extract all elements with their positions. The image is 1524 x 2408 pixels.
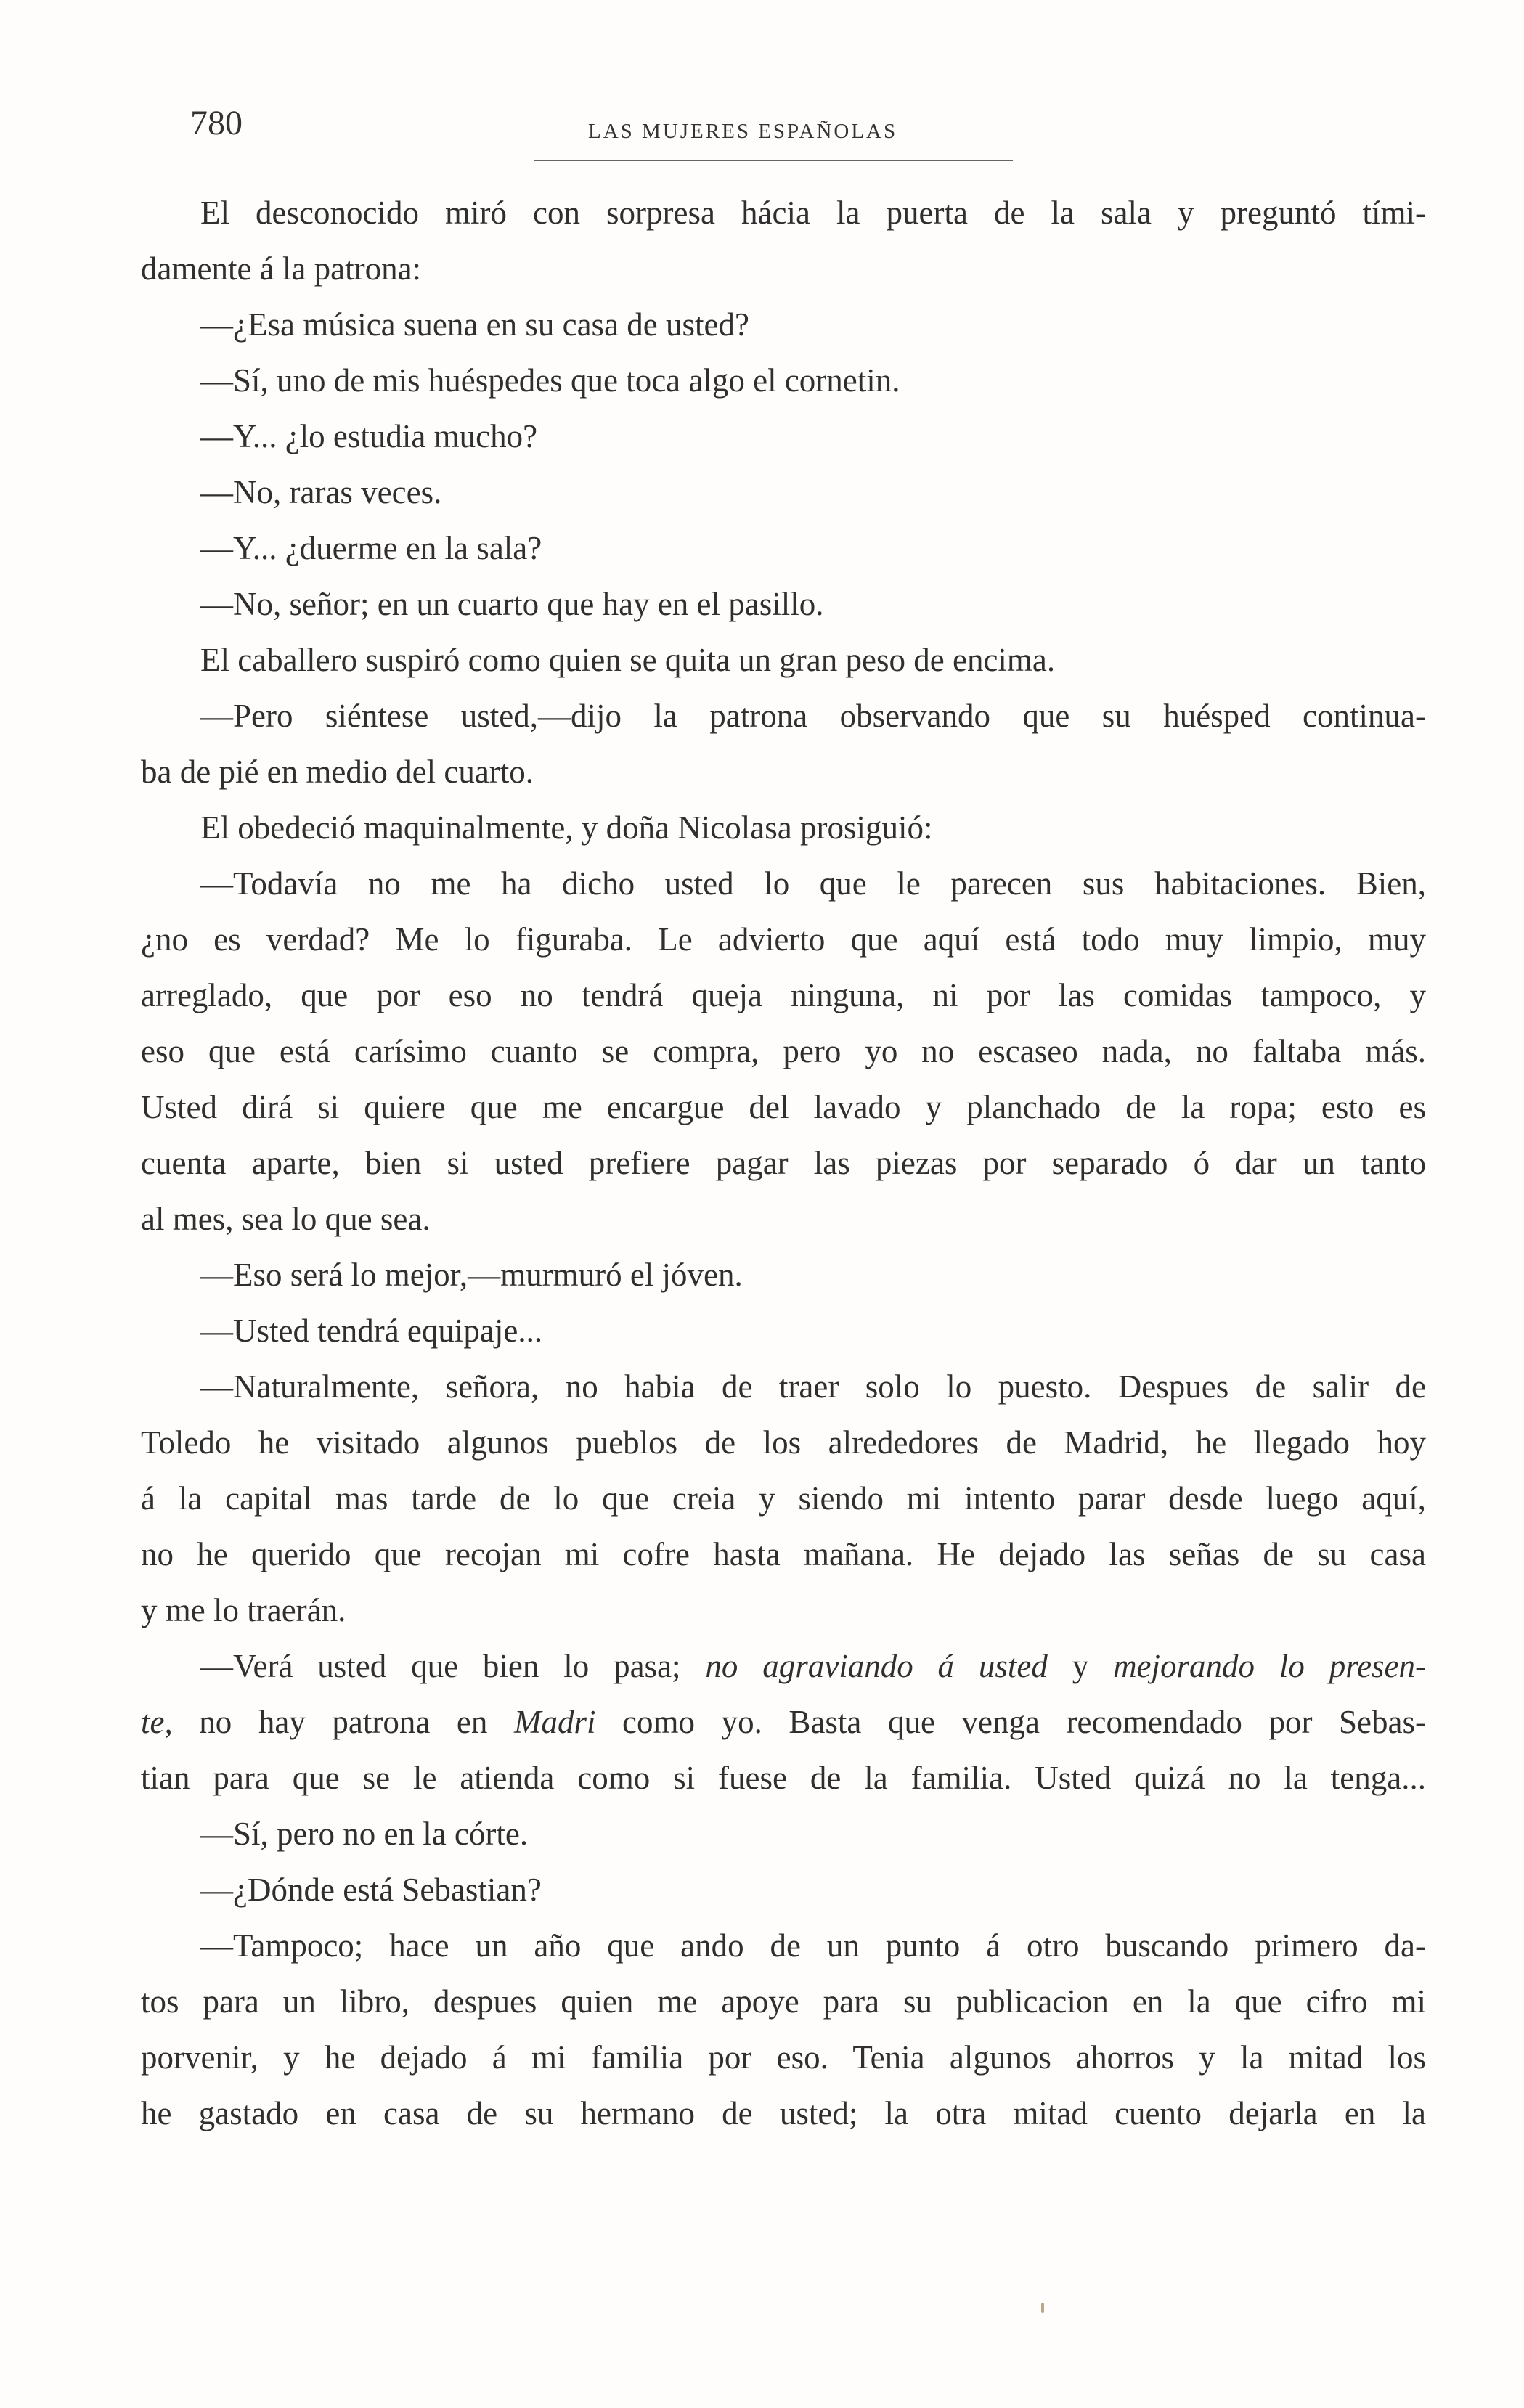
text-line: eso que está carísimo cuanto se compra, pero yo no escaseo nada, no faltaba más. [141, 1033, 1426, 1069]
text-line: —¿Dónde está Sebastian? [200, 1872, 542, 1908]
text-line: arreglado, que por eso no tendrá queja ninguna, ni por las comidas tampoco, y [141, 977, 1426, 1013]
italic-phrase: no agraviando á usted [705, 1648, 1048, 1684]
text-line: damente á la patrona: [141, 250, 422, 287]
text-line: —Eso será lo mejor,—murmuró el jóven. [200, 1257, 743, 1293]
text-run: como yo. Basta que venga recomendado por Sebas- [595, 1704, 1426, 1740]
paper-speck [1041, 2303, 1044, 2313]
text-line: —Y... ¿lo estudia mucho? [200, 418, 538, 454]
body-text [141, 185, 1426, 2142]
text-line: cuenta aparte, bien si usted prefiere pagar las piezas por separado ó dar un tanto [141, 1145, 1426, 1181]
text-line: Toledo he visitado algunos pueblos de los alrededores de Madrid, he llegado hoy [141, 1424, 1426, 1461]
text-line [141, 1694, 1426, 1750]
text-line: Usted dirá si quiere que me encargue del lavado y planchado de la ropa; esto es [141, 1089, 1426, 1125]
text-line: El desconocido miró con sorpresa hácia la puerta de la sala y preguntó tími- [200, 195, 1426, 231]
text-line: tian para que se le atienda como si fuese de la familia. Usted quizá no la tenga... [141, 1760, 1426, 1796]
text-line: —Usted tendrá equipaje... [200, 1313, 543, 1349]
text-run: y [1047, 1648, 1114, 1684]
text-line: —Todavía no me ha dicho usted lo que le parecen sus habitaciones. Bien, [200, 865, 1426, 902]
text-line: tos para un libro, despues quien me apoye para su publicacion en la que cifro mi [141, 1983, 1426, 2020]
text-line: —No, raras veces. [200, 474, 442, 510]
text-line: —Sí, pero no en la córte. [200, 1816, 529, 1852]
text-line: ba de pié en medio del cuarto. [141, 754, 534, 790]
text-line: El obedeció maquinalmente, y doña Nicolasa prosiguió: [200, 809, 933, 846]
running-head: LAS MUJERES ESPAÑOLAS [588, 120, 898, 143]
italic-phrase: te, [141, 1704, 173, 1740]
text-line: he gastado en casa de su hermano de usted; la otra mitad cuento dejarla en la [141, 2095, 1426, 2131]
text-line: —Y... ¿duerme en la sala? [200, 530, 542, 566]
text-line: —No, señor; en un cuarto que hay en el pasillo. [200, 586, 824, 622]
italic-phrase: mejorando lo presen- [1113, 1648, 1426, 1684]
text-run: —Verá usted que bien lo pasa; [200, 1648, 706, 1684]
text-line: ¿no es verdad? Me lo figuraba. Le advierto que aquí está todo muy limpio, muy [141, 921, 1426, 958]
text-line: á la capital mas tarde de lo que creia y siendo mi intento parar desde luego aquí, [141, 1480, 1426, 1517]
text-line: —¿Esa música suena en su casa de usted? [200, 306, 749, 343]
text-line [141, 1638, 1426, 1694]
text-line: porvenir, y he dejado á mi familia por eso. Tenia algunos ahorros y la mitad los [141, 2039, 1426, 2076]
text-line: El caballero suspiró como quien se quita un gran peso de encima. [200, 642, 1056, 678]
text-line: y me lo traerán. [141, 1592, 346, 1628]
italic-phrase: Madri [513, 1704, 596, 1740]
header-rule [534, 160, 1013, 161]
text-line: al mes, sea lo que sea. [141, 1201, 431, 1237]
text-line: —Pero siéntese usted,—dijo la patrona observando que su huésped continua- [200, 698, 1426, 734]
text-line: —Tampoco; hace un año que ando de un punto á otro buscando primero da- [200, 1927, 1426, 1964]
text-line: —Sí, uno de mis huéspedes que toca algo el cornetin. [200, 362, 900, 399]
text-run: no hay patrona en [172, 1704, 514, 1740]
text-line: no he querido que recojan mi cofre hasta mañana. He dejado las señas de su casa [141, 1536, 1426, 1572]
page-number: 780 [190, 104, 243, 142]
text-line: —Naturalmente, señora, no habia de traer solo lo puesto. Despues de salir de [200, 1368, 1426, 1405]
